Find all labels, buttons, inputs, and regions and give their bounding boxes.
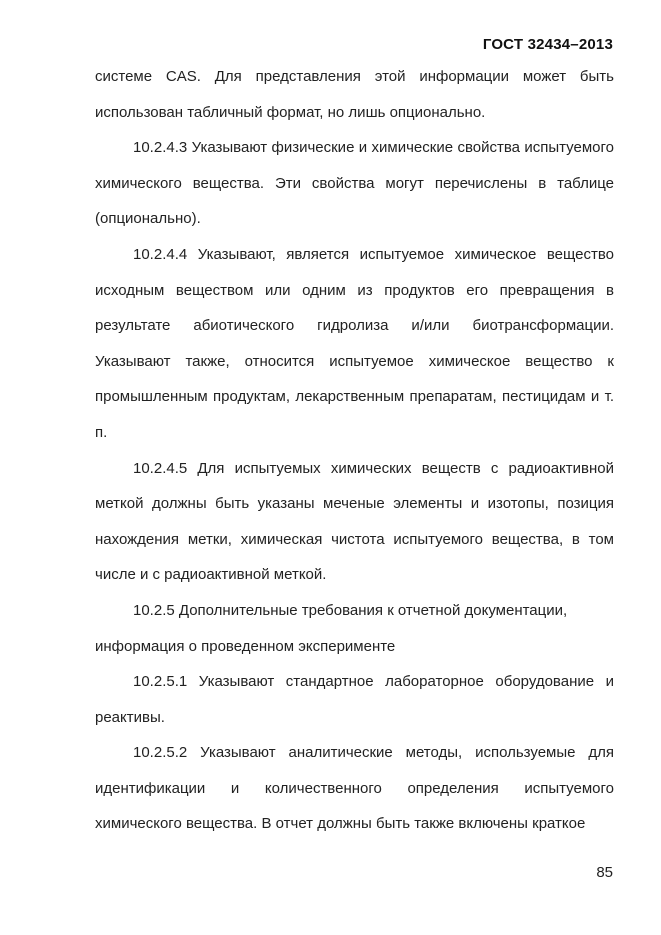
paragraph-10-2-4-3: 10.2.4.3 Указывают физические и химические свойства испытуемого химического вещества. Эти свойства могут перечислены в таблице (опционально). — [95, 139, 614, 228]
page-number: 85 — [596, 864, 613, 881]
paragraph-10-2-5-1: 10.2.5.1 Указывают стандартное лабораторное оборудование и реактивы. — [95, 673, 614, 726]
document-body — [95, 59, 614, 842]
standard-header: ГОСТ 32434–2013 — [482, 36, 613, 53]
paragraph-10-2-4-4: 10.2.4.4 Указывают, является испытуемое химическое вещество исходным веществом или одним из продуктов его превращения в результате абиотического гидролиза и/или биотрансформации. Указывают также, относится испытуемое химическое вещество к промышленным продуктам, лекарственным препаратам, пестицидам и т. п. — [95, 245, 614, 441]
paragraph-continuation: системе CAS. Для представления этой информации может быть использован табличный формат, но лишь опционально. — [95, 68, 614, 121]
paragraph-10-2-5: 10.2.5 Дополнительные требования к отчетной документации, информация о проведенном эксперименте — [95, 601, 568, 655]
paragraph-10-2-4-5: 10.2.4.5 Для испытуемых химических веществ с радиоактивной меткой должны быть указаны меченые элементы и изотопы, позиция нахождения метки, химическая чистота испытуемого вещества, в том числе и с радиоактивной меткой. — [95, 459, 614, 584]
paragraph-10-2-5-2: 10.2.5.2 Указывают аналитические методы, используемые для идентификации и количественного определения испытуемого химического вещества. В отчет должны быть также включены краткое — [95, 744, 614, 833]
